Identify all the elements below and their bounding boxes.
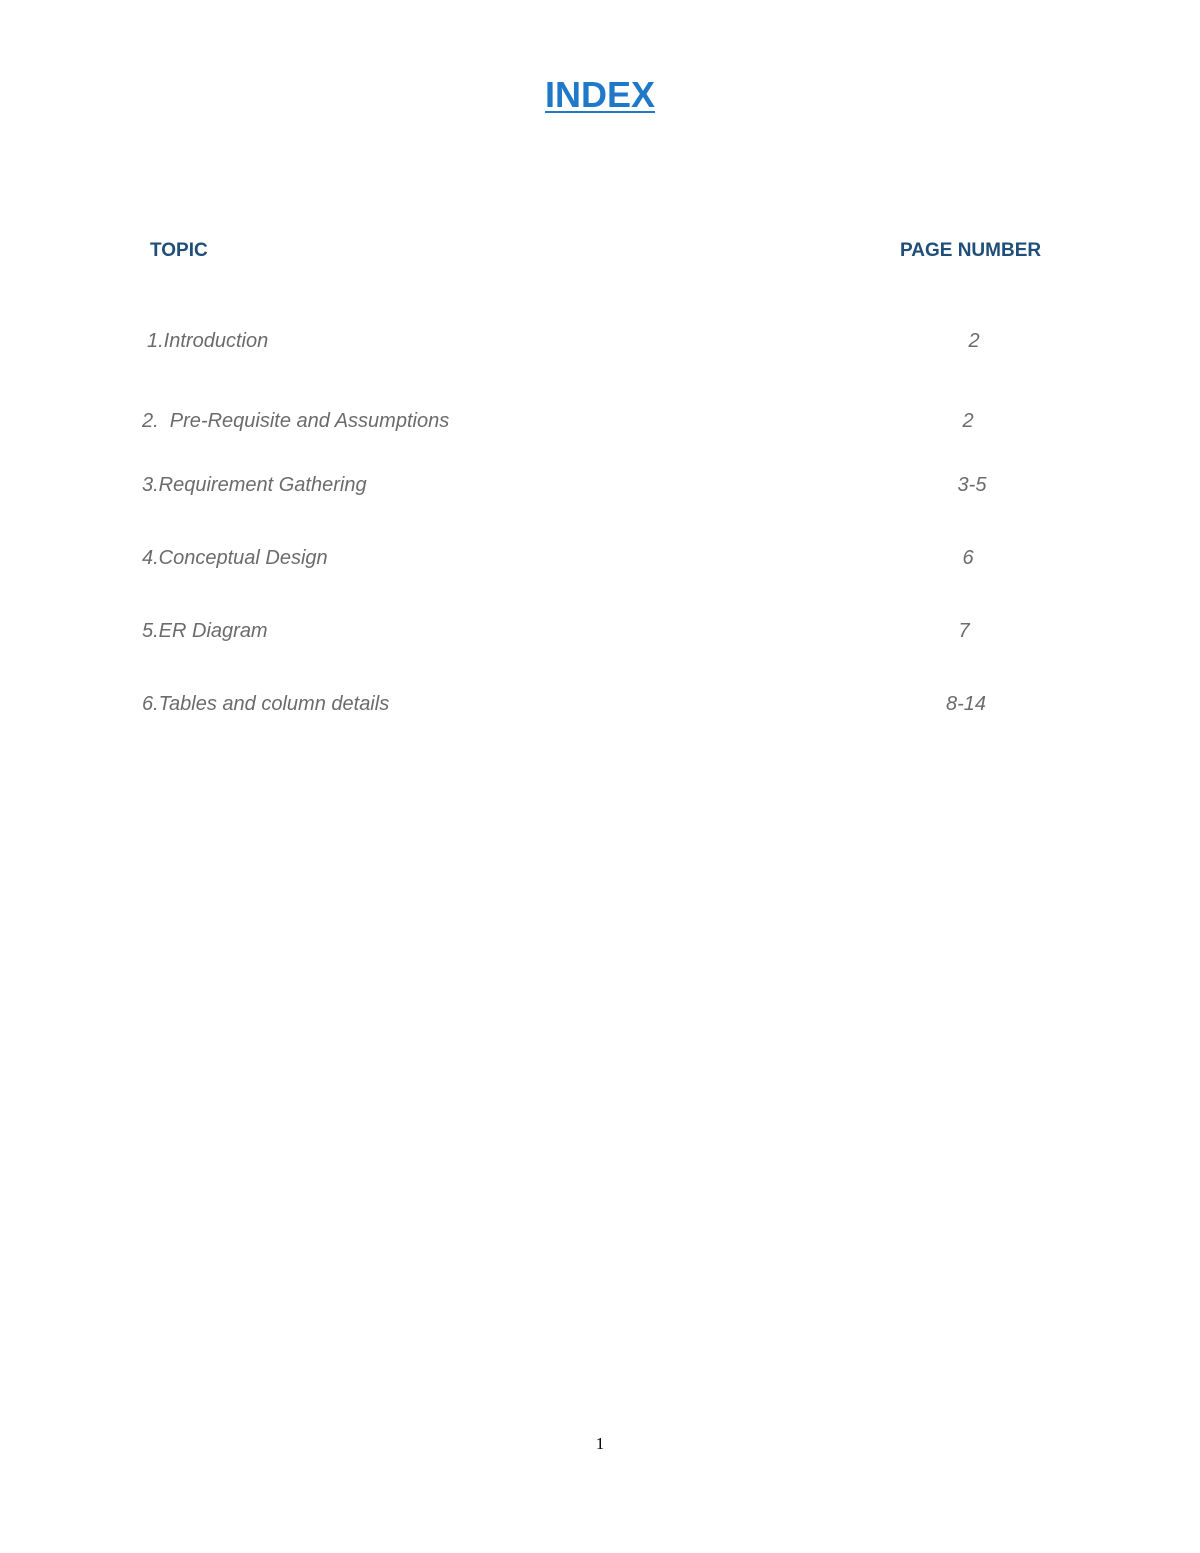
index-title: INDEX — [544, 74, 656, 115]
entry-page-number: 7 — [958, 620, 970, 642]
entry-page-number: 3-5 — [957, 474, 987, 496]
footer-page-number: 1 — [595, 1434, 605, 1453]
page-number-column-header: PAGE NUMBER — [900, 240, 1042, 261]
entry-page-number: 8-14 — [945, 693, 987, 715]
entry-topic: 4.Conceptual Design — [142, 547, 328, 569]
entry-topic: 5.ER Diagram — [142, 620, 268, 642]
entry-page-number: 2 — [968, 330, 980, 352]
entry-topic: 6.Tables and column details — [142, 693, 390, 715]
entry-topic: 3.Requirement Gathering — [142, 474, 367, 496]
topic-column-header: TOPIC — [150, 240, 208, 261]
entry-page-number: 6 — [962, 547, 974, 569]
entry-topic: 2. Pre-Requisite and Assumptions — [142, 410, 450, 432]
entry-topic: 1.Introduction — [147, 330, 269, 352]
entry-page-number: 2 — [962, 410, 974, 432]
